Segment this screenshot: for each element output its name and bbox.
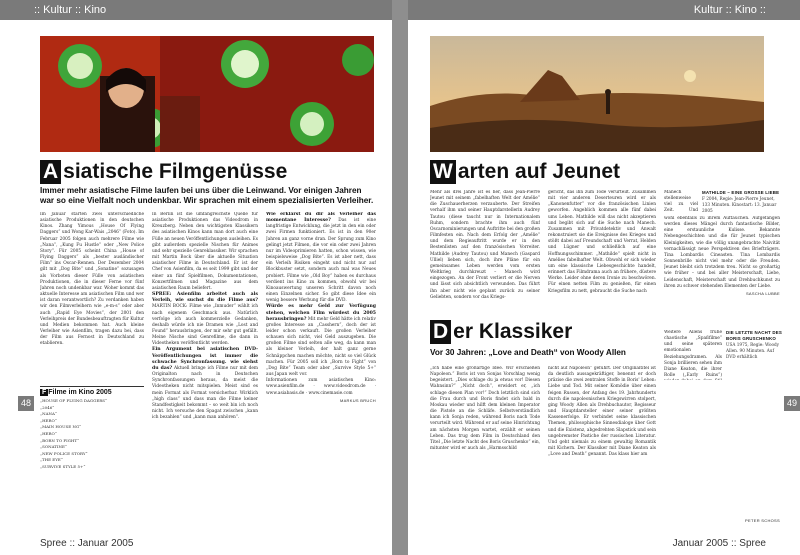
box-title — [40, 388, 144, 398]
list-item: „HERO“ — [40, 417, 57, 423]
right-column-5 — [548, 366, 656, 526]
right-column-3a — [664, 190, 698, 214]
author-signature: PETER SCHOSS — [745, 518, 780, 523]
interview-answer: Das ist eine langfristige Entwicklung, die jetzt in den ein oder zwei Firmen funktioniert. Es ist in den 90er Jahren an ganz vorne dran. Der Sprung zum Kino gelingt jetzt Filmen, die vor ein oder zwei Jahren nur im Videoprimieren hatten, schon wissen, wie beispielsweise „Dog Bite“. Es ist aber nett, dass ein Verleih Risiken eingeht und nicht nur auf Blockbuster setzt, sondern auch mal was Neues probiert. Filme wie „Old Boy“ haben es durchaus verdient ins Kino zu kommen, obwohl wir bei Kinoauswertung unseren Schritt davon noch einen Einzelnen sicher. So gibt diese Idee ein wenig bessere Werbung für die DVD. — [266, 218, 376, 304]
list-item: „2046“ — [40, 404, 55, 410]
film-still-image — [430, 36, 764, 152]
list-item: „THE EYE“ — [40, 457, 63, 463]
film-info-title: DIE LETZTE NACHT DES BORIS GRUSCHENKO — [726, 330, 782, 341]
title-text: arten auf Jeunet — [457, 160, 621, 183]
films-list — [40, 398, 144, 471]
left-page — [0, 0, 392, 555]
list-item: „NEW POLICE STORY“ — [40, 450, 88, 456]
left-column-3 — [266, 212, 376, 497]
body-text: gericht, das ihn zum Tode verurteilt. Zusammen mit vier anderen Deserteuren wird er als „Kanonenfutter“ vor die französischen Linien geworfen. Angeblich kommen alle fünf dabei ums Leben. Mathilde will das nicht akzeptieren und begibt sich auf die Suche nach Manech. Zusammen mit Privatdetektiv und Anwalt rekonstruiert sie die Ereignisse des Krieges und stößt dabei auf Freundschaft und Verrat, Helden und Lügner und schließlich auf eine Hoffnungsschimmer. „Mathilde“ spielt nicht in Amélies fabelhafter Welt. Obwohl er sich wieder um eine klassische Liebesgeschichte handelt, erinnert das Filmdrama auch an frühere, düstere Werke. Leider ohne deren Ironie zu beschwören. Für einen netten Film zu genießen, für einen Kriegsfilm zu nett, gebraucht die Suche nach — [548, 190, 656, 294]
body-text: Im Januar starten zwei unterschiedliche asiatische Produktionen in den deutschen Kinos. Zhang Yimous „House Of Flying Daggers“ und Wong Kar-Wais „2046“ (Foto). Im Februar 2005 folgen auch mehrere Filme wie „Nana“, „Kung Fu Hustle“ oder „New Police Story“. Für 2005 scheint China „House of Flying Daggers“ als „bester ausländischer Film“ ins Oscar-Rennen. Der Dezember 2004 gilt mit „Dog Bite“ und „Sonatine“ sozusagen als Vorboten dieser Fülle von asiatischen Produktionen, die in dieser Ferne vor fünf Jahren noch undenkbar war. Woher kommt das aktuelle Interesse am asiatischen Film und wer ist daran verantwortlich? Zu verdanken haben wir den Filmverleihern wie „e-m-s“ oder aber auch „Rapid Eye Movies“, der 2001 den Verleihpreis der Bundesbeauftragten für Kultur und Medien bekommen hat. Auch kleine Verleiher wie Asienfilm, tragen dazu bei, dass der Film aus Fernost in Deutschland zu etablieren. — [40, 212, 144, 347]
list-item: „HERO“ — [40, 430, 57, 436]
film-info-meta: USA 1975, Regie: Woody Allen. 90 Minuten. Auf DVD erhältlich — [726, 342, 780, 359]
film-still-photo — [40, 36, 374, 152]
title-drop-cap: D — [430, 320, 451, 344]
interview-question: Würde es mehr Geld zur Verfügung stehen, welchen Film würdest du 2005 herausbringen? — [266, 304, 376, 322]
section-header: :: Kultur :: Kino — [0, 0, 392, 20]
film-still-photo — [430, 36, 764, 152]
film-info-meta: F 2004, Regie: Jean-Pierre Jeunet, 133 Minuten. Kinostart: 13. Januar 2005 — [702, 196, 777, 213]
title-drop-cap: A — [40, 160, 61, 184]
article-title-2 — [430, 320, 572, 344]
box-rule — [40, 386, 144, 387]
page-footer: Januar 2005 :: Spree — [672, 538, 766, 549]
body-text: nicht auf Napoleon“ geführt. Der Originaltitel ist da deutlich aussagekräftiger, benennt er doch präzise die zwei zentralen Stoffe in Boris' Leben: Liebe und Tod. Mit seiner Komödie über einen feigen Russen, der Anfang des 19. Jahrhunderts durch die napoleonischen Kriegswirren stolpert, ging Woody Allen als Drehbuchautor, Regisseur und Hauptdarsteller einer seiner größten Kassenerfolge. Er verbindet seine klassischen Themen, philosophische Sinnesdialoge über Gott und die Existenz, abgedrehten Slapstick und sein ungebremster Pastiche der russischen Literatur. Und geht niemals zu einem gewaltig Romantik mit Kichern. Der Klassiker mit Diane Keaton als „Love and Death“ genannt. Das klass hier am — [548, 366, 656, 458]
section-header: Kultur :: Kino :: — [408, 0, 800, 20]
film-info-title: MATHILDE – EINE GROSSE LIEBE — [702, 190, 780, 195]
title-text: siatische Filmgenüsse — [63, 160, 288, 183]
body-text: Weitere Allens frühe chaotische „Spaßfilme“ und seine späteren emotionalen Beziehungsdramen. Als Sonja brillieren sehen ihm Diane Keaton, die ihrer Rolle („Early Ruins“) — [664, 330, 722, 379]
right-column-6b — [664, 382, 780, 526]
list-item: „NANA“ — [40, 411, 57, 417]
film-still-image — [40, 36, 374, 152]
body-text: In Berlin ist die umfangreichste Quelle für asiatische Produktionen das Videodrom in Kreuzberg. Neben den wichtigsten Klassikern des asiatischen Kinos kann man dort auch eine Fülle an neuen Veröffentlichungen ausleihen. Es gibt außerdem spezielle Nischen für Animes und sehr spezielle Genreklassiker. Wir sprachen mit Martin Bock über die aktuelle Situation asiatischer Filme in Deutschland. Er ist der Chef von Asienfilm, da es seit 1999 gibt und der einer an fünf Spielfilmen, Dokumentationen, Konzertfilmen und Magazine aus dem asiatischen Raum beliefert. — [152, 212, 258, 291]
list-item: „MAIN HOUSE NG“ — [40, 424, 82, 430]
right-column-6a — [664, 330, 722, 380]
interview-question: Wie erklärst du dir als Verleiher das momentane Interesse? — [266, 212, 376, 224]
left-column-1 — [40, 212, 144, 380]
list-item: „BORN TO FIGHT“ — [40, 437, 80, 443]
right-column-2 — [548, 190, 656, 312]
list-item: „HOUSE OF FLYING DAGGERS“ — [40, 398, 108, 403]
interview-answer: Aktuell bringe ich Filme nur mit dem Originalton nach in Deutschen Synchronfassungen heraus, da meist die Videotheken nicht mitspielen. Meist sind es mein Format als Format versicherbar. Wirklich „high class“ und dass man die Filme keiner Standfestigkeit bekommt – so weit bin ich noch nicht. Ich versuche den Spagat zwischen „kann ich bezahlen“ und „kann man anhören“. — [152, 365, 258, 421]
body-text: wohl ebenfalls zu ihrem Auftauchen. Aufgefangen werden dieses Mängel durch fantastische Bilder, eine erstaunliche Kulisse. Bekannte Nebengeschichten und die für Jeunet typischen Kleinigkeiten, wie die völlig unangebrachte Naivität vernachlässigt neue Perspektiven des Briefträgers. Tina Lombardis Cineasten. Tina Lombardis Sonnenbrille nicht viel mehr oder die Freuden. Jeunet bleibt sich trotzdem treu. Nicht so großartig wie früher – und bei aller Meisterschaft, Liebe, Leidenschaft, Meisterschaft und Drehbuchkunst zu ihren zu schwer stehenden Elementen der Liebe. — [664, 216, 780, 289]
body-text: „Ich habe eine großartige Idee. Wir erschießen Napoleon.“ Boris ist von Sonjas Vorschlag wenig begeistert. „Dies schlage du ja etwas vor! Diesen Wahnsinn?“ „Nicht doch“, erwidert er, „ich schlage diesen Plan vor!“ Doch letztlich sind sich die Frau durch und Boris findet sich bald in Moskau wieder und hilft dem kleinen Imperator die Pistole an die Schläfe. Selbstverständlich kann ich Sonja reden, während Boris nach Tode verurteilt wird. Während er auf seine Hinrichtung am nächsten Morgen wartet, erzählt er seinen Leben. Das trug dem Film in Deutschland den Titel „Die letzte Nacht des Boris Gruschenko“ ein, mitunter wird er auch als „Harmsschild — [430, 366, 540, 452]
right-column-4 — [430, 366, 540, 526]
article-subtitle: Immer mehr asiatische Filme laufen bei uns über die Leinwand. Vor einigen Jahren war so eine Vielfalt noch undenkbar. Wir sprachen mit einem spezialisierten Verleiher. — [40, 186, 374, 205]
author-signature: MARKUS BRUCH — [339, 397, 376, 403]
info-links: Informationen zum asiatischen Kino: www.asienfilm.de · www.videodrom.de · www.asiabasis.de · www.cinemasie.com — [266, 378, 376, 396]
films-2005-box — [40, 386, 144, 496]
right-column-3b — [664, 216, 780, 312]
article-title-1 — [430, 160, 620, 184]
title-text: er Klassiker — [453, 320, 573, 343]
interview-question: Ein Argument bei asiatischen DVD-Veröffentlichungen ist immer die schwache Synchronfassung. wie siehst du das? — [152, 347, 258, 371]
interview-question: SPREE: Asienfilm arbeitet auch als Verleih, wie suchst du die Filme aus? — [152, 292, 258, 304]
article-title — [40, 160, 287, 184]
list-item: „SURVIVE STYLE 5+“ — [40, 463, 86, 469]
page-number: 49 — [784, 396, 800, 411]
box-title-cap: F — [42, 389, 47, 396]
page-number: 48 — [18, 396, 34, 411]
film-info-box — [702, 190, 780, 214]
left-column-2 — [152, 212, 258, 497]
right-column-1 — [430, 190, 540, 312]
body-text: Manech stellenweise viel zu viel Zeit. Und — [664, 190, 698, 214]
author-signature: SASCHA LUBBE — [745, 290, 780, 296]
title-drop-cap: W — [430, 160, 456, 184]
interview-answer: Mit mehr Geld hätte ich relativ großes Interesse an „Casshern“, doch der ist leider schon verkauft. Die großen Verleiher schauen sich nicht, viel Geld auszugeben. Die großen Filme sind selten alle weg, da kann man als kleiner Verleih, der halt ganz gerne Schnäppchen machen möchte, nicht so viel Glück machen. Für 2005 soll ich „Born to Fight“ von „Dog Bite“ Team oder aber „Survive Style 5+“ aus Japan welt vor. — [266, 316, 376, 378]
page-footer: Spree :: Januar 2005 — [40, 538, 134, 549]
box-title-text: Filme im Kino 2005 — [48, 389, 112, 396]
body-text: Mehr als drei Jahre ist es her, dass Jean-Pierre Jeunet mit seinem „fabelhaften Welt der Amélie“ die Zuschauerherzen verzauberte. Der Streifen verhalf ihm und seiner Hauptdarstellerin Audrey Tautou (diese taucht nur in Internationalem Ruhm, sondern brachte ihm auch fünf Oscarnominierungen und Auftritte bei den großen Filmfesten ein. Nach dem Erfolg der „Amélie“ und dem Regieauftritt wurde er in den Bestenlisten auf den französischen Vorreiter. Mathilde (Audrey Tautou) und Manech (Gaspard Ulliel) lieben sich, doch ihre Pläne für ein gemeinsames Leben werden vom ersten Weltkrieg durchkreuzt – Manech wird eingezogen. An der Front verliert er die Nerven und lässt sich absichtlich verwunden. Das führt ihn aber nicht wie geplant zurück zu seiner Geliebten, sondern vor das Kriegs- — [430, 190, 540, 300]
list-item: „SONATINE“ — [40, 444, 67, 450]
article-subtitle-2: Vor 30 Jahren: „Love and Death“ von Woody Allen — [430, 348, 626, 357]
right-page — [408, 0, 800, 555]
film-info-box-2 — [726, 330, 782, 360]
interview-answer: MARTIN BOCK: Filme wie „Inmuder“ wählt ich nach eigenem Geschmack aus. Natürlich verfolge ich auch kommerzielle Gedanken, deshalb würde ich nie Dramen wie „Lost and Found“ herausbringen, der mir sehr gut gefällt. Meine Nische sind Genrefilme, die dann in Videotheken veröffentlicht werden. — [152, 304, 258, 347]
